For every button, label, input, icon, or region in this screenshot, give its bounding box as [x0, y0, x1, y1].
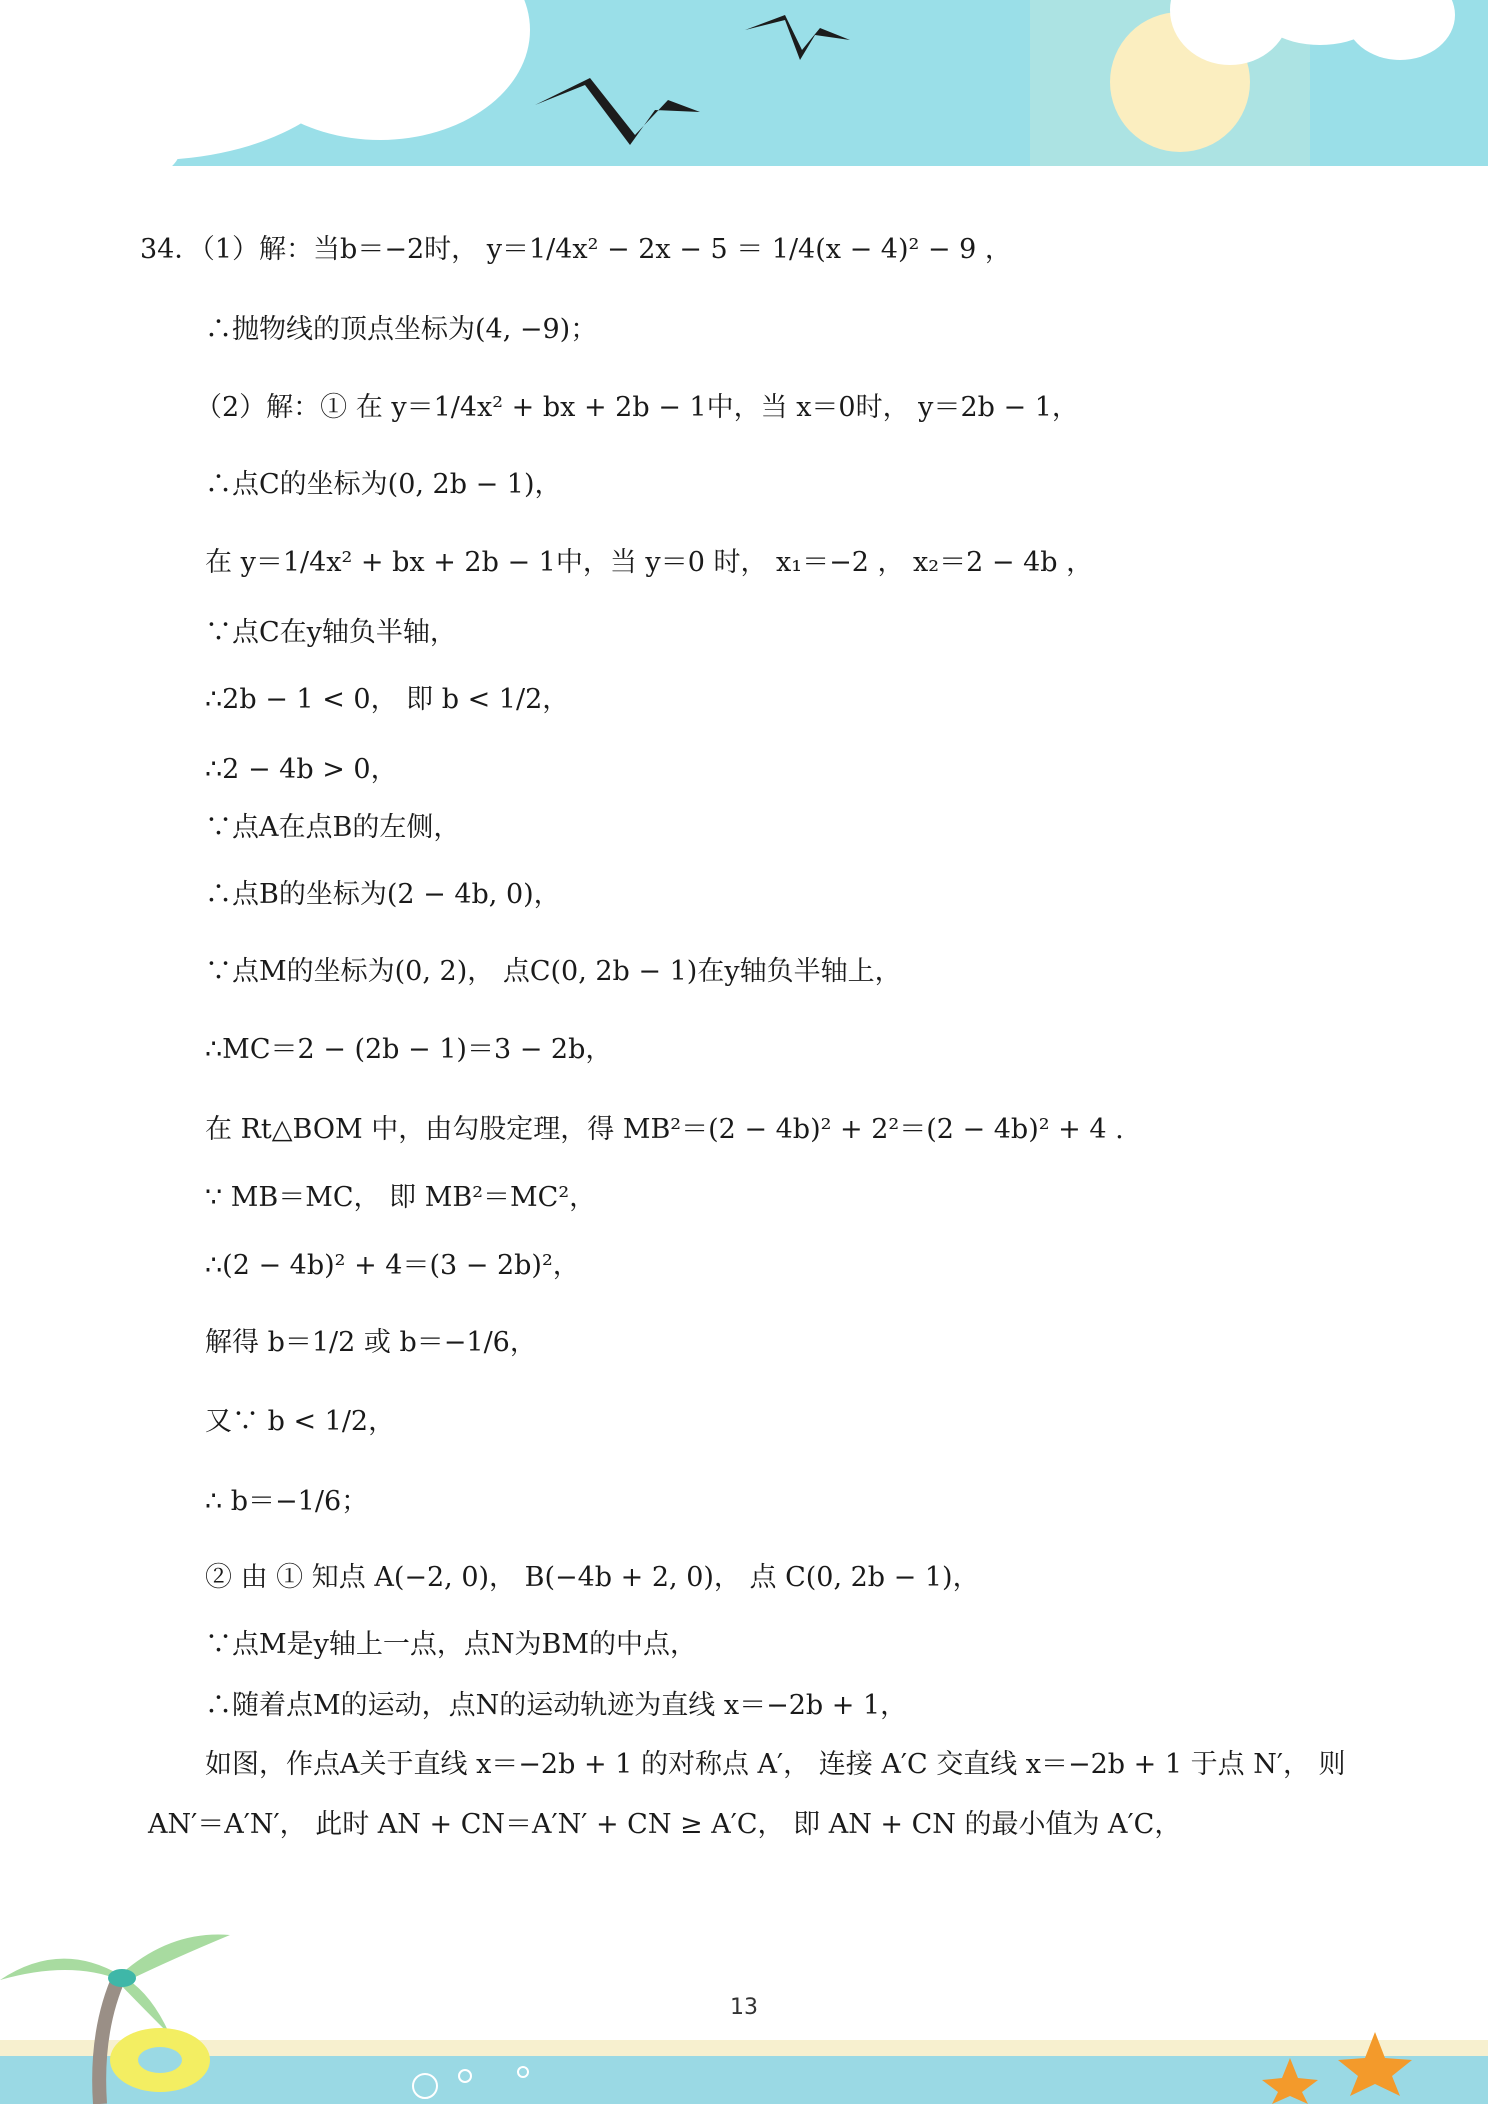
- solution-line: ∴抛物线的顶点坐标为(4, −9)；: [205, 314, 598, 345]
- coconut-icon: [108, 1969, 136, 1987]
- solution-line: ∴2b − 1 < 0， 即 b < 1/2，: [205, 684, 570, 715]
- solution-line: ∴MC＝2 − (2b − 1)＝3 − 2b，: [205, 1034, 613, 1065]
- solution-line: 34．（1）解：当b＝−2时， y＝1/4x² − 2x − 5 ＝ 1/4(x − 4)² − 9 ，: [140, 234, 1012, 265]
- solution-line: ∴点B的坐标为(2 − 4b, 0)，: [205, 879, 561, 910]
- solution-line: ∴随着点M的运动，点N的运动轨迹为直线 x＝−2b + 1，: [205, 1690, 908, 1721]
- solution-line: AN′＝A′N′， 此时 AN + CN＝A′N′ + CN ≥ A′C， 即 AN + CN 的最小值为 A′C，: [148, 1809, 1182, 1840]
- solution-line: 如图，作点A关于直线 x＝−2b + 1 的对称点 A′， 连接 A′C 交直线 x＝−2b + 1 于点 N′， 则: [205, 1749, 1346, 1780]
- solution-line: ∵点C在y轴负半轴，: [205, 617, 457, 648]
- solution-line: ∴ b＝−1/6；: [205, 1486, 369, 1517]
- solution-line: ∴点C的坐标为(0, 2b − 1)，: [205, 469, 562, 500]
- solution-line: 又∵ b < 1/2，: [205, 1406, 396, 1437]
- palm-leaf-icon: [120, 1935, 230, 1983]
- solution-line: 在 y＝1/4x² + bx + 2b − 1中，当 y＝0 时， x₁＝−2 ， x₂＝2 − 4b ，: [205, 547, 1094, 578]
- solution-line: 在 Rt△BOM 中，由勾股定理，得 MB²＝(2 − 4b)² + 2²＝(2 − 4b)² + 4 .: [205, 1114, 1124, 1145]
- solution-line: ② 由 ① 知点 A(−2, 0)， B(−4b + 2, 0)， 点 C(0, 2b − 1)，: [205, 1562, 980, 1593]
- solution-line: ∴2 − 4b > 0，: [205, 754, 398, 785]
- solution-line: ∵点A在点B的左侧，: [205, 812, 461, 843]
- solution-line: ∵点M是y轴上一点，点N为BM的中点，: [205, 1629, 698, 1660]
- solution-line: （2）解：① 在 y＝1/4x² + bx + 2b − 1中，当 x＝0时， y＝2b − 1，: [195, 392, 1079, 423]
- solution-line: ∴(2 − 4b)² + 4＝(3 − 2b)²，: [205, 1250, 580, 1281]
- bottom-banner: [0, 1920, 1488, 2104]
- sand-strip: [0, 2040, 1488, 2056]
- page-number: 13: [730, 1995, 758, 2020]
- solution-line: ∵ MB＝MC， 即 MB²＝MC²，: [205, 1182, 597, 1213]
- solution-line: 解得 b＝1/2 或 b＝−1/6，: [205, 1327, 537, 1358]
- solution-line: ∵点M的坐标为(0, 2)， 点C(0, 2b − 1)在y轴负半轴上，: [205, 956, 902, 987]
- top-banner: [0, 0, 1488, 170]
- palm-leaf-icon: [0, 1959, 120, 1980]
